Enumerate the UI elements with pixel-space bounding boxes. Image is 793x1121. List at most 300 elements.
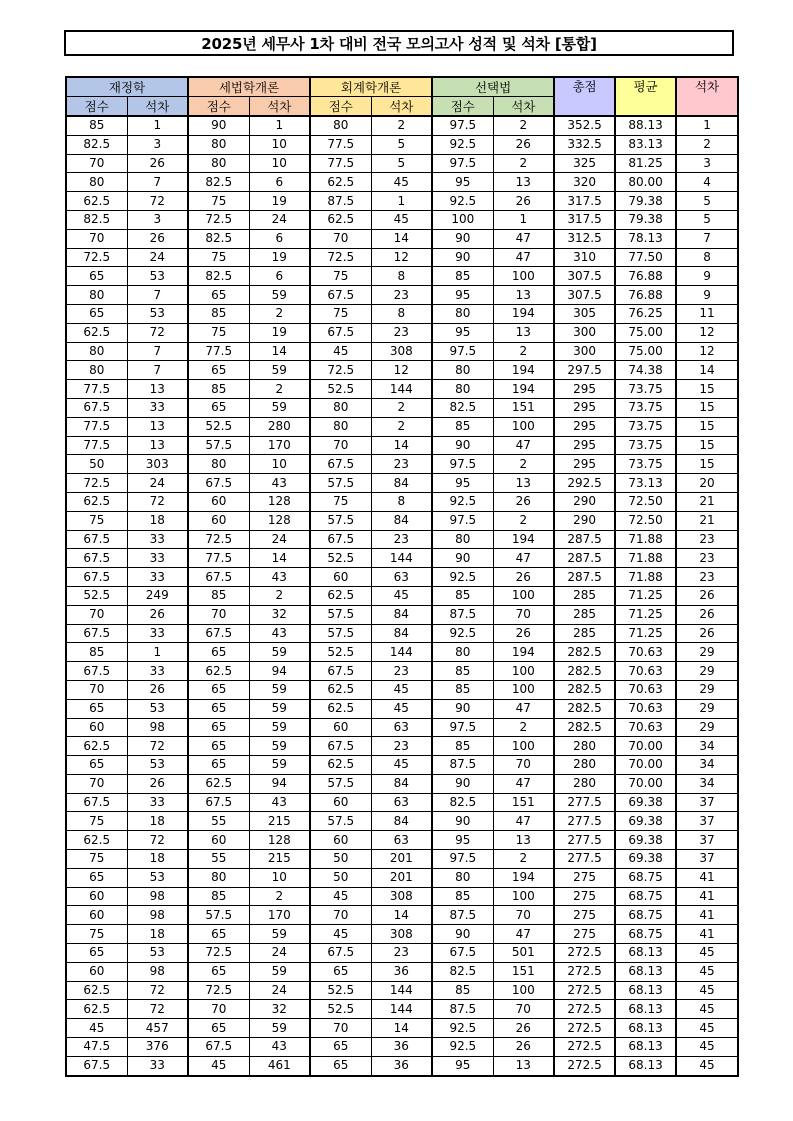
cell-subject2-rank: 43 (249, 624, 310, 643)
overall-rank-header: 석차 (676, 77, 738, 116)
cell-overall-rank: 1 (676, 116, 738, 135)
cell-subject2-rank: 59 (249, 699, 310, 718)
table-row (66, 662, 738, 681)
cell-subject4-rank: 70 (493, 906, 554, 925)
cell-subject2-rank: 19 (249, 248, 310, 267)
cell-subject2-score: 52.5 (188, 417, 249, 436)
cell-subject1-score: 62.5 (66, 192, 127, 211)
cell-subject2-score: 65 (188, 962, 249, 981)
cell-overall-rank: 29 (676, 662, 738, 681)
cell-subject1-rank: 7 (127, 342, 188, 361)
cell-average-score: 73.75 (615, 398, 676, 417)
cell-subject3-score: 60 (310, 568, 371, 587)
cell-subject3-score: 72.5 (310, 248, 371, 267)
cell-subject4-rank: 100 (493, 267, 554, 286)
cell-subject3-score: 57.5 (310, 605, 371, 624)
cell-subject4-score: 95 (432, 1056, 493, 1075)
cell-total-score: 295 (554, 380, 615, 399)
cell-subject4-score: 97.5 (432, 718, 493, 737)
cell-subject2-rank: 94 (249, 662, 310, 681)
cell-average-score: 68.13 (615, 944, 676, 963)
cell-subject3-rank: 5 (371, 154, 432, 173)
cell-subject1-score: 60 (66, 906, 127, 925)
cell-subject4-rank: 2 (493, 342, 554, 361)
table-row (66, 568, 738, 587)
subject-header-2: 세법학개론 (188, 77, 310, 97)
cell-subject3-score: 70 (310, 906, 371, 925)
cell-total-score: 307.5 (554, 267, 615, 286)
cell-subject1-rank: 72 (127, 737, 188, 756)
table-row (66, 192, 738, 211)
cell-subject2-score: 55 (188, 850, 249, 869)
cell-overall-rank: 45 (676, 1019, 738, 1038)
cell-subject3-rank: 84 (371, 605, 432, 624)
cell-subject2-rank: 10 (249, 135, 310, 154)
cell-subject1-score: 65 (66, 756, 127, 775)
cell-subject4-score: 95 (432, 474, 493, 493)
average-header: 평균 (615, 77, 676, 116)
cell-subject1-score: 75 (66, 511, 127, 530)
cell-subject2-rank: 24 (249, 944, 310, 963)
cell-overall-rank: 7 (676, 229, 738, 248)
cell-overall-rank: 45 (676, 944, 738, 963)
cell-total-score: 282.5 (554, 718, 615, 737)
cell-subject1-rank: 26 (127, 154, 188, 173)
table-row (66, 737, 738, 756)
cell-subject2-rank: 2 (249, 380, 310, 399)
cell-total-score: 300 (554, 342, 615, 361)
cell-subject2-rank: 24 (249, 210, 310, 229)
cell-total-score: 312.5 (554, 229, 615, 248)
cell-subject4-rank: 70 (493, 756, 554, 775)
cell-subject3-score: 67.5 (310, 944, 371, 963)
cell-subject2-rank: 59 (249, 1019, 310, 1038)
cell-subject1-rank: 53 (127, 756, 188, 775)
cell-subject2-rank: 2 (249, 304, 310, 323)
cell-subject4-score: 90 (432, 774, 493, 793)
cell-subject4-rank: 13 (493, 286, 554, 305)
cell-subject3-rank: 45 (371, 586, 432, 605)
table-row (66, 831, 738, 850)
cell-total-score: 277.5 (554, 831, 615, 850)
table-row (66, 868, 738, 887)
cell-average-score: 72.50 (615, 511, 676, 530)
cell-average-score: 70.63 (615, 718, 676, 737)
cell-subject2-score: 80 (188, 154, 249, 173)
cell-subject1-score: 80 (66, 342, 127, 361)
table-row (66, 530, 738, 549)
cell-subject3-rank: 36 (371, 1038, 432, 1057)
cell-overall-rank: 34 (676, 756, 738, 775)
table-row (66, 1056, 738, 1075)
cell-subject4-rank: 70 (493, 1000, 554, 1019)
cell-subject3-score: 57.5 (310, 474, 371, 493)
table-row (66, 605, 738, 624)
cell-subject1-score: 45 (66, 1019, 127, 1038)
cell-subject2-score: 65 (188, 756, 249, 775)
cell-subject3-score: 50 (310, 868, 371, 887)
cell-subject3-rank: 84 (371, 511, 432, 530)
cell-total-score: 272.5 (554, 944, 615, 963)
cell-overall-rank: 12 (676, 342, 738, 361)
cell-subject1-score: 52.5 (66, 586, 127, 605)
cell-subject3-score: 72.5 (310, 361, 371, 380)
cell-overall-rank: 9 (676, 286, 738, 305)
cell-subject4-rank: 13 (493, 323, 554, 342)
cell-subject3-rank: 12 (371, 361, 432, 380)
cell-overall-rank: 20 (676, 474, 738, 493)
cell-total-score: 352.5 (554, 116, 615, 135)
cell-subject1-score: 75 (66, 850, 127, 869)
cell-average-score: 70.63 (615, 680, 676, 699)
cell-total-score: 325 (554, 154, 615, 173)
cell-subject3-score: 45 (310, 925, 371, 944)
cell-subject1-rank: 7 (127, 361, 188, 380)
cell-subject1-score: 67.5 (66, 624, 127, 643)
cell-subject3-score: 57.5 (310, 812, 371, 831)
cell-subject3-rank: 144 (371, 643, 432, 662)
cell-subject1-score: 60 (66, 718, 127, 737)
cell-subject4-score: 100 (432, 210, 493, 229)
table-row (66, 981, 738, 1000)
cell-subject2-score: 65 (188, 925, 249, 944)
cell-subject1-rank: 72 (127, 492, 188, 511)
cell-subject4-rank: 26 (493, 492, 554, 511)
cell-subject4-rank: 26 (493, 624, 554, 643)
cell-subject1-rank: 53 (127, 944, 188, 963)
cell-subject4-rank: 26 (493, 192, 554, 211)
cell-subject4-rank: 501 (493, 944, 554, 963)
cell-total-score: 285 (554, 586, 615, 605)
cell-subject3-rank: 63 (371, 718, 432, 737)
cell-subject4-score: 95 (432, 286, 493, 305)
cell-subject1-score: 47.5 (66, 1038, 127, 1057)
cell-total-score: 310 (554, 248, 615, 267)
cell-average-score: 71.88 (615, 568, 676, 587)
cell-subject2-rank: 32 (249, 1000, 310, 1019)
cell-average-score: 68.13 (615, 1038, 676, 1057)
cell-subject3-score: 45 (310, 342, 371, 361)
cell-subject3-rank: 8 (371, 267, 432, 286)
cell-subject4-score: 87.5 (432, 605, 493, 624)
cell-subject1-score: 70 (66, 680, 127, 699)
table-row (66, 624, 738, 643)
cell-subject2-rank: 128 (249, 492, 310, 511)
cell-subject1-score: 82.5 (66, 210, 127, 229)
cell-subject3-score: 57.5 (310, 624, 371, 643)
cell-subject2-score: 72.5 (188, 530, 249, 549)
cell-subject3-rank: 84 (371, 812, 432, 831)
cell-subject4-rank: 47 (493, 812, 554, 831)
cell-subject3-rank: 201 (371, 868, 432, 887)
cell-subject3-rank: 308 (371, 342, 432, 361)
cell-subject1-rank: 18 (127, 812, 188, 831)
cell-overall-rank: 29 (676, 699, 738, 718)
cell-subject4-rank: 2 (493, 116, 554, 135)
cell-subject4-rank: 100 (493, 887, 554, 906)
cell-subject2-score: 82.5 (188, 229, 249, 248)
cell-subject3-score: 52.5 (310, 1000, 371, 1019)
cell-total-score: 275 (554, 906, 615, 925)
cell-overall-rank: 12 (676, 323, 738, 342)
cell-subject3-score: 70 (310, 436, 371, 455)
cell-subject4-score: 92.5 (432, 568, 493, 587)
cell-subject3-rank: 45 (371, 680, 432, 699)
cell-subject3-score: 80 (310, 116, 371, 135)
cell-total-score: 305 (554, 304, 615, 323)
cell-subject4-rank: 13 (493, 1056, 554, 1075)
cell-overall-rank: 3 (676, 154, 738, 173)
cell-subject1-rank: 18 (127, 925, 188, 944)
cell-subject2-rank: 43 (249, 474, 310, 493)
cell-subject4-rank: 47 (493, 699, 554, 718)
cell-overall-rank: 21 (676, 511, 738, 530)
cell-overall-rank: 15 (676, 417, 738, 436)
cell-overall-rank: 23 (676, 568, 738, 587)
cell-subject2-rank: 2 (249, 586, 310, 605)
cell-subject1-rank: 1 (127, 643, 188, 662)
cell-subject2-rank: 128 (249, 511, 310, 530)
cell-subject2-score: 65 (188, 699, 249, 718)
cell-subject3-score: 65 (310, 1056, 371, 1075)
cell-overall-rank: 23 (676, 549, 738, 568)
cell-subject1-score: 62.5 (66, 981, 127, 1000)
cell-overall-rank: 26 (676, 605, 738, 624)
cell-subject1-rank: 98 (127, 906, 188, 925)
cell-subject4-rank: 47 (493, 436, 554, 455)
cell-average-score: 73.75 (615, 417, 676, 436)
cell-overall-rank: 41 (676, 887, 738, 906)
table-row (66, 756, 738, 775)
cell-subject2-score: 72.5 (188, 944, 249, 963)
cell-subject1-rank: 24 (127, 474, 188, 493)
cell-subject2-score: 72.5 (188, 981, 249, 1000)
cell-total-score: 295 (554, 398, 615, 417)
cell-subject4-rank: 26 (493, 135, 554, 154)
cell-subject1-rank: 18 (127, 511, 188, 530)
subject-header-4: 선택법 (432, 77, 554, 97)
cell-subject2-rank: 280 (249, 417, 310, 436)
cell-total-score: 287.5 (554, 549, 615, 568)
table-row (66, 173, 738, 192)
cell-subject3-rank: 14 (371, 436, 432, 455)
cell-average-score: 71.88 (615, 549, 676, 568)
cell-subject1-rank: 98 (127, 718, 188, 737)
table-row (66, 925, 738, 944)
cell-subject2-score: 90 (188, 116, 249, 135)
cell-subject4-score: 82.5 (432, 962, 493, 981)
cell-total-score: 320 (554, 173, 615, 192)
cell-total-score: 272.5 (554, 1000, 615, 1019)
cell-subject3-rank: 14 (371, 229, 432, 248)
cell-overall-rank: 15 (676, 436, 738, 455)
cell-subject4-score: 67.5 (432, 944, 493, 963)
table-row (66, 850, 738, 869)
cell-subject2-rank: 43 (249, 568, 310, 587)
cell-total-score: 282.5 (554, 643, 615, 662)
table-row (66, 1038, 738, 1057)
table-row (66, 417, 738, 436)
cell-subject1-score: 62.5 (66, 737, 127, 756)
cell-subject2-score: 62.5 (188, 774, 249, 793)
cell-average-score: 68.75 (615, 906, 676, 925)
subject-header-3: 회계학개론 (310, 77, 432, 97)
cell-average-score: 74.38 (615, 361, 676, 380)
cell-subject1-rank: 33 (127, 398, 188, 417)
table-row (66, 586, 738, 605)
cell-subject1-rank: 26 (127, 680, 188, 699)
cell-average-score: 68.75 (615, 925, 676, 944)
cell-subject3-rank: 144 (371, 549, 432, 568)
rank-subheader: 석차 (371, 97, 432, 117)
cell-subject1-rank: 26 (127, 774, 188, 793)
cell-subject3-score: 60 (310, 793, 371, 812)
cell-subject4-rank: 2 (493, 718, 554, 737)
cell-subject3-rank: 84 (371, 774, 432, 793)
cell-subject4-rank: 194 (493, 530, 554, 549)
table-row (66, 793, 738, 812)
cell-total-score: 307.5 (554, 286, 615, 305)
cell-subject3-score: 52.5 (310, 549, 371, 568)
cell-subject1-score: 65 (66, 699, 127, 718)
cell-subject3-score: 62.5 (310, 210, 371, 229)
cell-average-score: 81.25 (615, 154, 676, 173)
cell-subject1-rank: 7 (127, 173, 188, 192)
cell-total-score: 282.5 (554, 699, 615, 718)
cell-subject3-score: 52.5 (310, 981, 371, 1000)
cell-subject1-rank: 24 (127, 248, 188, 267)
table-row (66, 643, 738, 662)
cell-subject3-score: 60 (310, 718, 371, 737)
cell-subject4-score: 95 (432, 323, 493, 342)
table-row (66, 887, 738, 906)
cell-subject2-rank: 43 (249, 1038, 310, 1057)
cell-subject1-score: 80 (66, 173, 127, 192)
cell-subject1-rank: 3 (127, 210, 188, 229)
cell-subject1-rank: 13 (127, 380, 188, 399)
cell-subject1-score: 75 (66, 925, 127, 944)
cell-subject1-score: 77.5 (66, 417, 127, 436)
cell-average-score: 70.63 (615, 662, 676, 681)
cell-subject4-score: 85 (432, 887, 493, 906)
cell-subject3-rank: 23 (371, 662, 432, 681)
cell-average-score: 71.25 (615, 624, 676, 643)
cell-subject4-rank: 194 (493, 304, 554, 323)
cell-subject3-rank: 63 (371, 568, 432, 587)
cell-average-score: 77.50 (615, 248, 676, 267)
cell-average-score: 76.25 (615, 304, 676, 323)
cell-average-score: 75.00 (615, 342, 676, 361)
cell-subject3-rank: 1 (371, 192, 432, 211)
cell-subject1-rank: 249 (127, 586, 188, 605)
cell-subject3-rank: 23 (371, 455, 432, 474)
cell-subject1-rank: 72 (127, 323, 188, 342)
cell-subject2-rank: 6 (249, 173, 310, 192)
cell-overall-rank: 41 (676, 925, 738, 944)
cell-total-score: 295 (554, 436, 615, 455)
cell-subject3-rank: 12 (371, 248, 432, 267)
cell-overall-rank: 4 (676, 173, 738, 192)
cell-subject1-score: 85 (66, 116, 127, 135)
cell-subject3-score: 70 (310, 229, 371, 248)
table-row (66, 436, 738, 455)
cell-subject2-rank: 14 (249, 549, 310, 568)
cell-subject1-score: 82.5 (66, 135, 127, 154)
cell-subject4-score: 90 (432, 699, 493, 718)
cell-subject2-score: 62.5 (188, 662, 249, 681)
cell-overall-rank: 29 (676, 643, 738, 662)
cell-subject2-score: 65 (188, 398, 249, 417)
cell-subject2-score: 57.5 (188, 436, 249, 455)
cell-subject1-score: 77.5 (66, 436, 127, 455)
cell-overall-rank: 15 (676, 380, 738, 399)
cell-subject1-score: 70 (66, 605, 127, 624)
cell-overall-rank: 5 (676, 210, 738, 229)
cell-subject1-score: 65 (66, 868, 127, 887)
cell-overall-rank: 15 (676, 455, 738, 474)
cell-subject1-rank: 33 (127, 624, 188, 643)
cell-subject2-score: 70 (188, 1000, 249, 1019)
cell-overall-rank: 8 (676, 248, 738, 267)
cell-total-score: 287.5 (554, 568, 615, 587)
table-row (66, 962, 738, 981)
cell-subject3-rank: 201 (371, 850, 432, 869)
cell-subject2-rank: 128 (249, 831, 310, 850)
cell-subject4-score: 80 (432, 530, 493, 549)
table-row (66, 229, 738, 248)
cell-subject3-rank: 2 (371, 116, 432, 135)
cell-subject2-rank: 59 (249, 398, 310, 417)
cell-overall-rank: 45 (676, 1056, 738, 1075)
cell-subject1-score: 67.5 (66, 662, 127, 681)
cell-average-score: 75.00 (615, 323, 676, 342)
table-row (66, 304, 738, 323)
cell-subject4-rank: 194 (493, 868, 554, 887)
cell-total-score: 332.5 (554, 135, 615, 154)
cell-subject3-rank: 5 (371, 135, 432, 154)
score-subheader: 점수 (310, 97, 371, 117)
cell-total-score: 290 (554, 492, 615, 511)
cell-subject3-rank: 144 (371, 380, 432, 399)
cell-average-score: 68.13 (615, 1056, 676, 1075)
cell-subject2-score: 65 (188, 737, 249, 756)
cell-subject3-score: 87.5 (310, 192, 371, 211)
cell-subject2-rank: 461 (249, 1056, 310, 1075)
cell-subject1-rank: 13 (127, 436, 188, 455)
cell-subject3-score: 62.5 (310, 680, 371, 699)
cell-subject1-score: 67.5 (66, 549, 127, 568)
cell-overall-rank: 14 (676, 361, 738, 380)
cell-subject4-rank: 47 (493, 248, 554, 267)
cell-overall-rank: 26 (676, 586, 738, 605)
cell-average-score: 69.38 (615, 793, 676, 812)
cell-average-score: 70.00 (615, 737, 676, 756)
cell-subject3-score: 75 (310, 304, 371, 323)
cell-subject1-score: 77.5 (66, 380, 127, 399)
cell-subject4-score: 87.5 (432, 756, 493, 775)
cell-overall-rank: 2 (676, 135, 738, 154)
cell-total-score: 275 (554, 887, 615, 906)
table-row (66, 944, 738, 963)
cell-subject1-score: 67.5 (66, 398, 127, 417)
cell-subject2-score: 80 (188, 868, 249, 887)
cell-subject1-score: 80 (66, 361, 127, 380)
cell-subject1-rank: 53 (127, 304, 188, 323)
table-body (66, 116, 738, 1076)
cell-subject1-score: 62.5 (66, 1000, 127, 1019)
table-row (66, 154, 738, 173)
cell-subject2-score: 77.5 (188, 549, 249, 568)
